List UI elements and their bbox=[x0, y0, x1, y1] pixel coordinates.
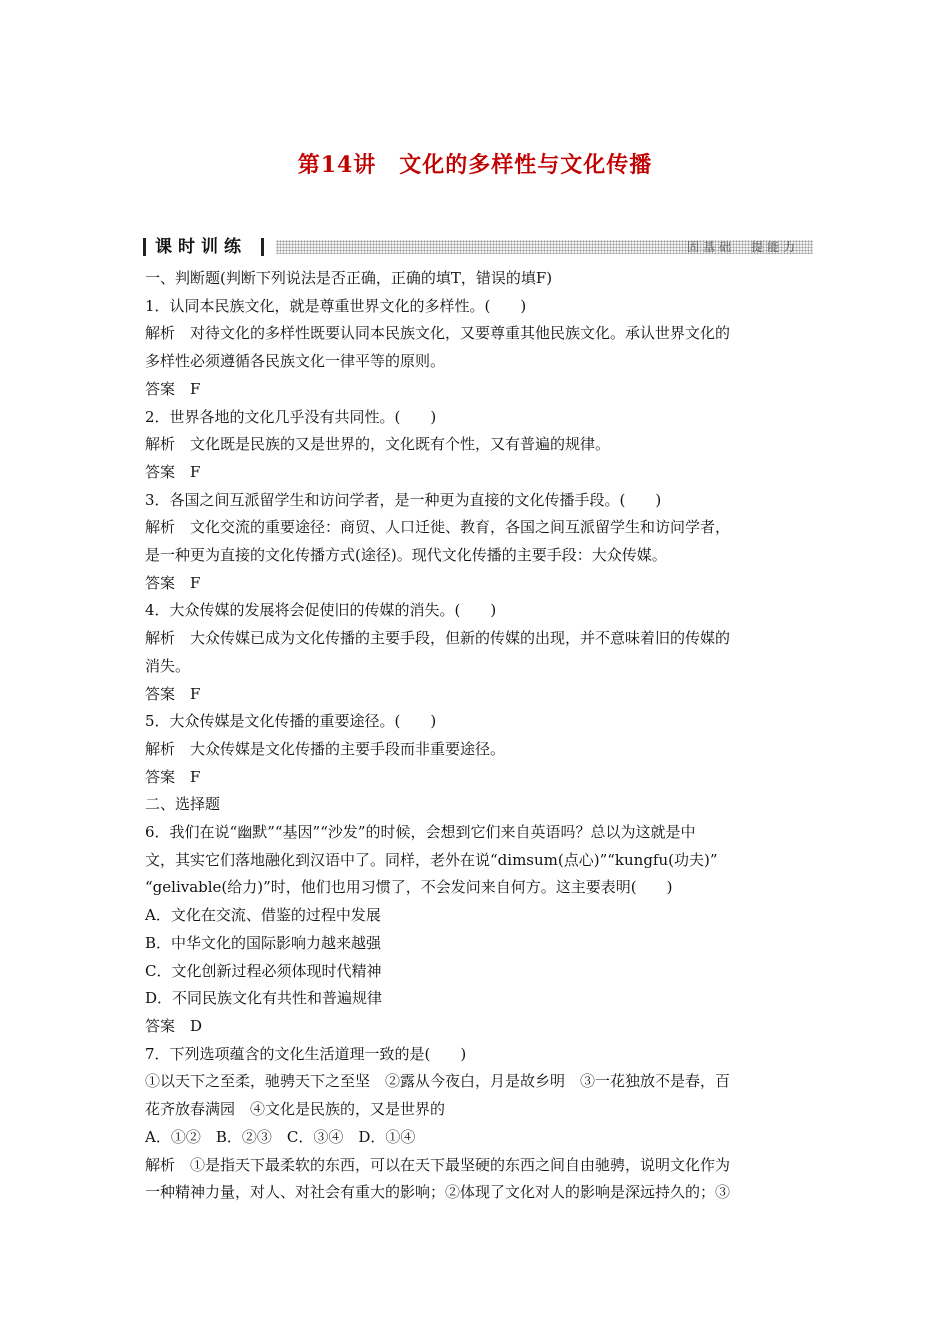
text-line: 花齐放春满园 ④文化是民族的，又是世界的 bbox=[145, 1100, 446, 1119]
section-banner bbox=[143, 236, 813, 258]
banner-tag: 固基础 提能力 bbox=[686, 240, 799, 254]
banner-label: 课时训练 bbox=[155, 237, 247, 257]
text-line: A．文化在交流、借鉴的过程中发展 bbox=[145, 906, 381, 925]
text-line: 7．下列选项蕴含的文化生活道理一致的是( ) bbox=[145, 1044, 467, 1063]
text-line: 消失。 bbox=[145, 656, 191, 675]
text-line: 一、判断题(判断下列说法是否正确，正确的填T，错误的填F) bbox=[145, 269, 553, 287]
text-line: 解析 文化交流的重要途径：商贸、人口迁徙、教育，各国之间互派留学生和访问学者， bbox=[145, 518, 731, 537]
text-line: 答案 F bbox=[145, 379, 201, 398]
text-line: 5．大众传媒是文化传播的重要途径。( ) bbox=[145, 712, 437, 731]
text-line: 多样性必须遵循各民族文化一律平等的原则。 bbox=[145, 352, 446, 371]
text-line: 解析 大众传媒已成为文化传播的主要手段，但新的传媒的出现，并不意味着旧的传媒的 bbox=[145, 629, 731, 648]
text-line: “gelivable(给力)”时，他们也用习惯了，不会发问来自何方。这主要表明( ) bbox=[145, 878, 673, 897]
document-body bbox=[145, 265, 811, 1207]
text-line: 解析 对待文化的多样性既要认同本民族文化，又要尊重其他民族文化。承认世界文化的 bbox=[145, 324, 731, 343]
text-line: 一种精神力量，对人、对社会有重大的影响；②体现了文化对人的影响是深远持久的；③ bbox=[145, 1183, 731, 1202]
text-line: 答案 F bbox=[145, 767, 201, 786]
text-line: 2．世界各地的文化几乎没有共同性。( ) bbox=[145, 407, 437, 426]
text-line: 答案 F bbox=[145, 684, 201, 703]
text-line: 解析 大众传媒是文化传播的主要手段而非重要途径。 bbox=[145, 739, 506, 758]
text-line: 文，其实它们落地融化到汉语中了。同样，老外在说“dimsum(点心)”“kungfu(功夫)” bbox=[145, 850, 718, 869]
banner-right-bar bbox=[261, 238, 264, 256]
text-line: D．不同民族文化有共性和普遍规律 bbox=[145, 989, 383, 1008]
text-line: 解析 文化既是民族的又是世界的，文化既有个性，又有普遍的规律。 bbox=[145, 435, 611, 454]
text-line: 是一种更为直接的文化传播方式(途径)。现代文化传播的主要手段：大众传媒。 bbox=[145, 546, 667, 565]
text-line: C．文化创新过程必须体现时代精神 bbox=[145, 961, 382, 980]
page-title: 第14讲 文化的多样性与文化传播 bbox=[297, 152, 653, 178]
text-line: 答案 F bbox=[145, 573, 201, 592]
text-line: 二、选择题 bbox=[145, 795, 221, 814]
text-line: 1．认同本民族文化，就是尊重世界文化的多样性。( ) bbox=[145, 296, 527, 315]
text-line: 4．大众传媒的发展将会促使旧的传媒的消失。( ) bbox=[145, 601, 497, 620]
text-line: ①以天下之至柔，驰骋天下之至坚 ②露从今夜白，月是故乡明 ③一花独放不是春，百 bbox=[145, 1072, 731, 1091]
text-line: 答案 D bbox=[145, 1016, 203, 1035]
text-line: 6．我们在说“幽默”“基因”“沙发”的时候，会想到它们来自英语吗？总以为这就是中 bbox=[145, 823, 696, 842]
text-line: 3．各国之间互派留学生和访问学者，是一种更为直接的文化传播手段。( ) bbox=[145, 490, 662, 509]
banner-left-bar bbox=[143, 238, 146, 256]
text-line: B．中华文化的国际影响力越来越强 bbox=[145, 933, 382, 952]
text-line: 答案 F bbox=[145, 462, 201, 481]
text-line: A．①② B．②③ C．③④ D．①④ bbox=[145, 1127, 416, 1146]
text-line: 解析 ①是指天下最柔软的东西，可以在天下最坚硬的东西之间自由驰骋，说明文化作为 bbox=[145, 1155, 731, 1174]
